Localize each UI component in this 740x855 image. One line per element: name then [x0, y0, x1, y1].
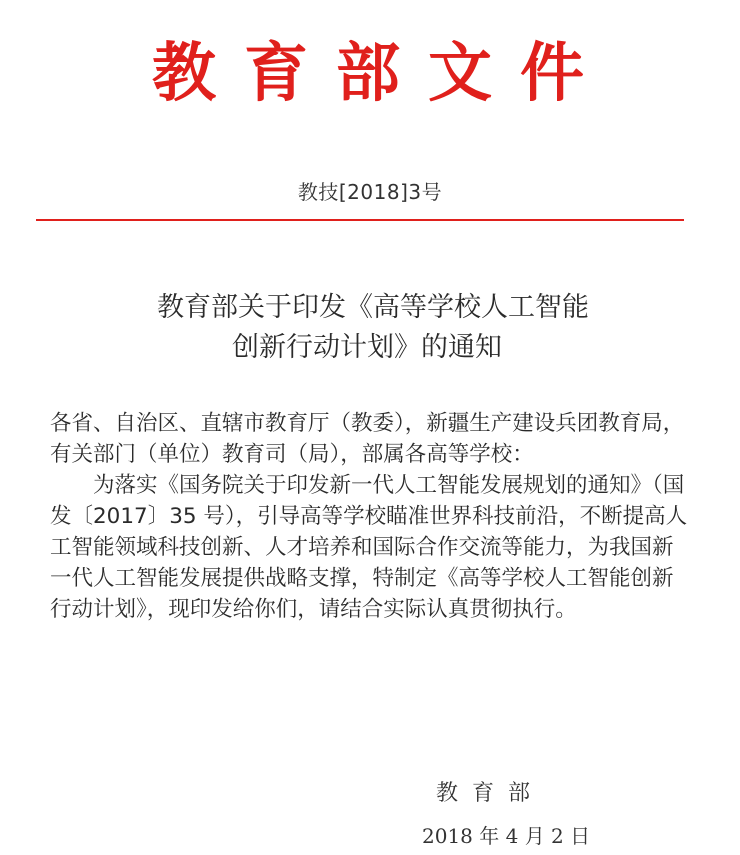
- masthead-text: 教育部文件: [152, 36, 612, 111]
- title-line-2: 创新行动计划》的通知: [232, 332, 502, 363]
- notice-body: [50, 408, 690, 625]
- title-line-1: 教育部关于印发《高等学校人工智能: [157, 292, 589, 323]
- red-divider-line: [36, 219, 684, 221]
- issue-date: 2018 年 4 月 2 日: [422, 824, 591, 848]
- issuer-signature: 教育部: [436, 781, 545, 806]
- document-masthead: [0, 36, 740, 111]
- main-paragraph: 为落实《国务院关于印发新一代人工智能发展规划的通知》（国发〔2017〕35 号），引导高等学校瞄准世界科技前沿，不断提高人工智能领域科技创新、人才培养和国际合作交流等能力，为我国新一代人工智能发展提供战略支撑，特制定《高等学校人工智能创新行动计划》，现印发给你们，请结合实际认真贯彻执行。: [50, 473, 688, 622]
- notice-title: [0, 288, 740, 368]
- document-number: 教技[2018]3号: [297, 180, 443, 204]
- addressee-paragraph: 各省、自治区、直辖市教育厅（教委），新疆生产建设兵团教育局，有关部门（单位）教育司（局），部属各高等学校：: [50, 411, 685, 467]
